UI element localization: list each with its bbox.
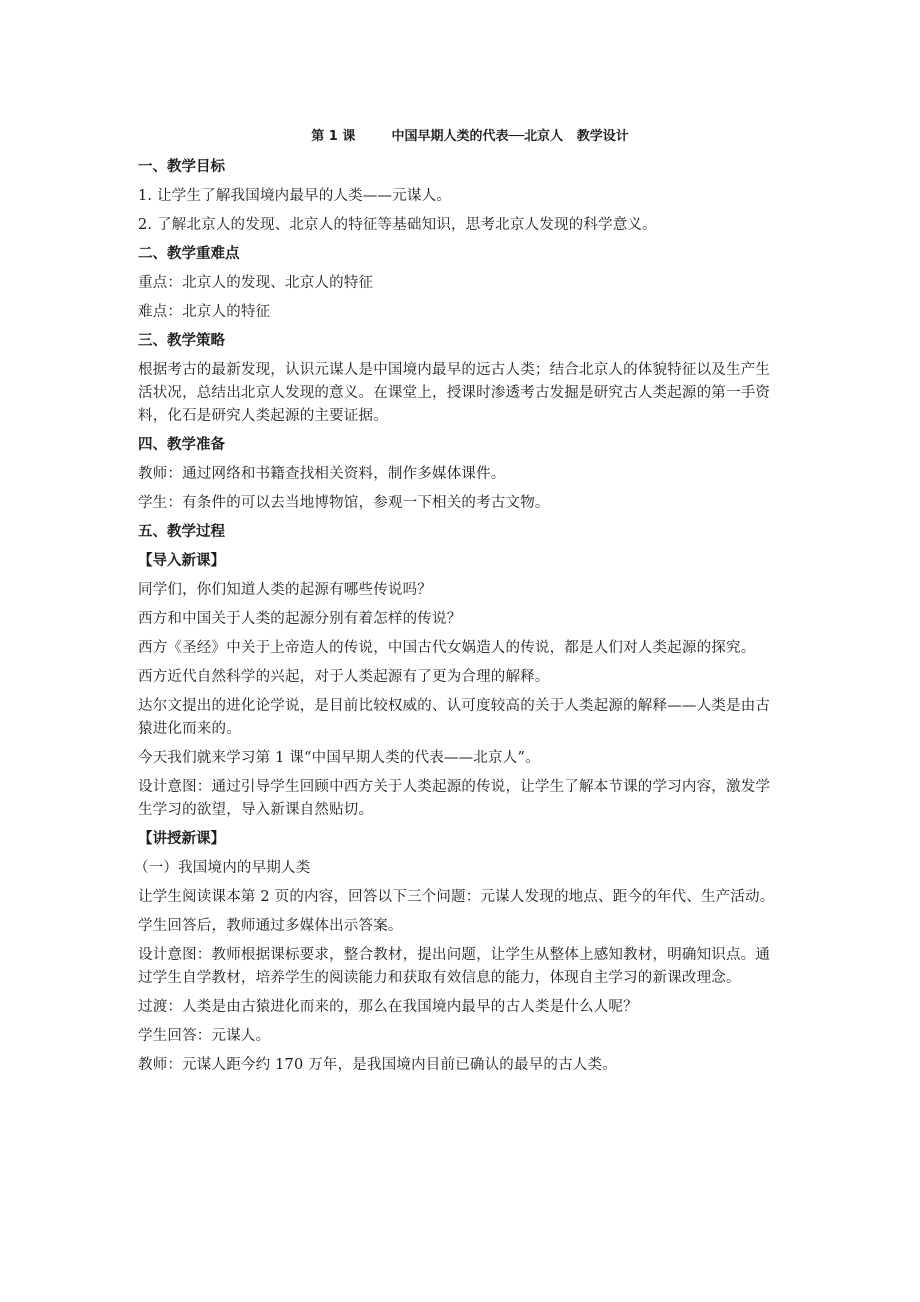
preparation-student: 学生：有条件的可以去当地博物馆，参观一下相关的考古文物。 (138, 495, 550, 511)
lecture-design-intent: 设计意图：教师根据课标要求，整合教材，提出问题，让学生从整体上感知教材，明确知识点。通过学生自学教材，培养学生的阅读能力和获取有效信息的能力，体现自主学习的新课改理念。 (138, 947, 771, 986)
intro-paragraph: 西方和中国关于人类的起源分别有着怎样的传说？ (138, 611, 462, 627)
lecture-paragraph: 教师：元谋人距今约 170 万年，是我国境内目前已确认的最早的古人类。 (138, 1057, 617, 1073)
document-page (134, 126, 782, 1083)
intro-design-intent: 设计意图：通过引导学生回顾中西方关于人类起源的传说，让学生了解本节课的学习内容，激发学生学习的欲望，导入新课自然贴切。 (138, 779, 771, 818)
subsection-heading-lecture: 【讲授新课】 (138, 831, 225, 847)
section-heading-process: 五、教学过程 (138, 524, 225, 540)
subsection-heading-intro: 【导入新课】 (138, 553, 225, 569)
section-heading-goals: 一、教学目标 (138, 159, 225, 175)
section-heading-preparation: 四、教学准备 (138, 437, 225, 453)
intro-paragraph: 西方《圣经》中关于上帝造人的传说，中国古代女娲造人的传说，都是人们对人类起源的探究。 (138, 640, 756, 656)
lecture-paragraph: 学生回答后，教师通过多媒体出示答案。 (138, 918, 403, 934)
goal-item: 1. 让学生了解我国境内最早的人类——元谋人。 (138, 188, 452, 204)
preparation-teacher: 教师：通过网络和书籍查找相关资料，制作多媒体课件。 (138, 466, 506, 482)
strategy-text: 根据考古的最新发现，认识元谋人是中国境内最早的远古人类；结合北京人的体貌特征以及生产生活状况，总结出北京人发现的意义。在课堂上，授课时渗透考古发掘是研究古人类起源的第一手资料，化石是研究人类起源的主要证据。 (138, 362, 771, 424)
key-point-focus: 重点：北京人的发现、北京人的特征 (138, 275, 374, 291)
intro-paragraph: 同学们，你们知道人类的起源有哪些传说吗？ (138, 582, 432, 598)
intro-paragraph: 西方近代自然科学的兴起，对于人类起源有了更为合理的解释。 (138, 669, 550, 685)
lecture-subheading: （一）我国境内的早期人类 (134, 860, 311, 876)
goal-item: 2. 了解北京人的发现、北京人的特征等基础知识，思考北京人发现的科学意义。 (138, 217, 657, 233)
document-title: 第 1 课 中国早期人类的代表──北京人 教学设计 (311, 129, 629, 144)
key-point-difficulty: 难点：北京人的特征 (138, 304, 271, 320)
lecture-paragraph: 学生回答：元谋人。 (138, 1028, 271, 1044)
lecture-paragraph: 过渡：人类是由古猿进化而来的，那么在我国境内最早的古人类是什么人呢？ (138, 999, 638, 1015)
intro-paragraph: 今天我们就来学习第 1 课“中国早期人类的代表——北京人”。 (138, 750, 540, 766)
intro-paragraph: 达尔文提出的进化论学说，是目前比较权威的、认可度较高的关于人类起源的解释——人类是由古猿进化而来的。 (138, 698, 771, 737)
section-heading-strategy: 三、教学策略 (138, 333, 225, 349)
section-heading-key-points: 二、教学重难点 (138, 246, 240, 262)
lecture-paragraph: 让学生阅读课本第 2 页的内容，回答以下三个问题：元谋人发现的地点、距今的年代、生产活动。 (138, 889, 775, 905)
